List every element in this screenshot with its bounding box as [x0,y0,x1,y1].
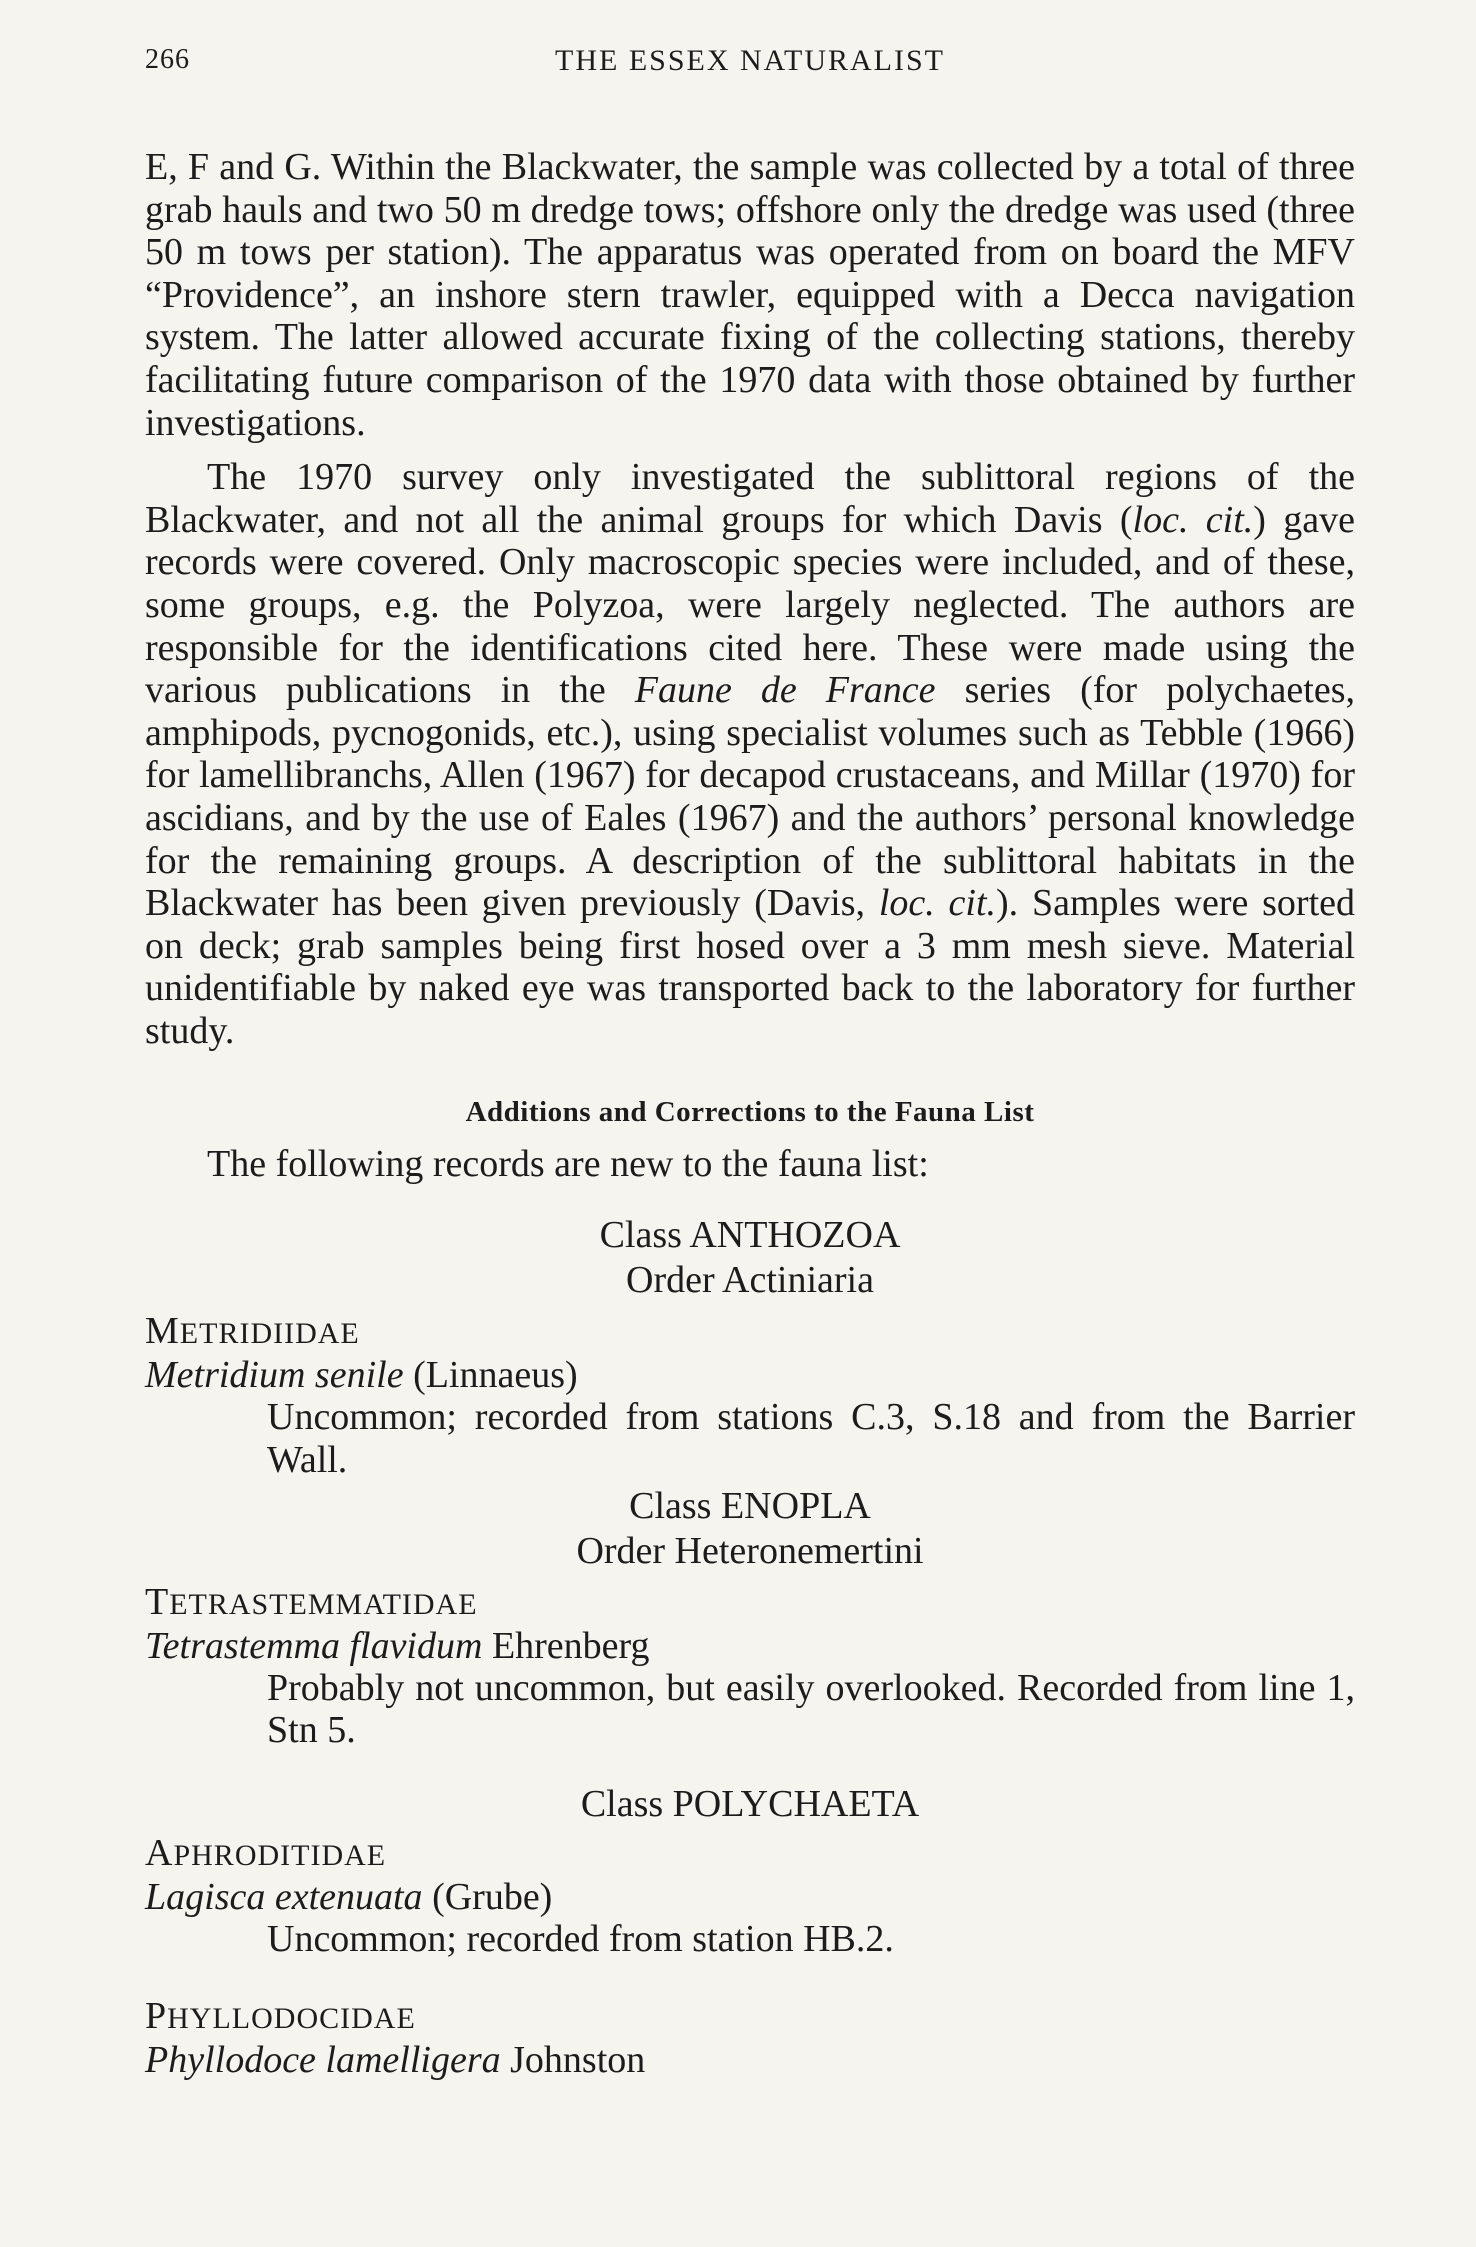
body-paragraph-1: E, F and G. Within the Blackwater, the sample was collected by a total of three grab hauls and two 50 m dredge tows; offshore only the dredge was used (three 50 m tows per station). The apparatus was operated from on board the MFV “Providence”, an inshore stern trawler, equipped with a Decca navigation system. The latter allowed accurate fixing of the collecting stations, thereby facilitating future comparison of the 1970 data with those obtained by further investigations. [145,146,1355,444]
family-initial: A [145,1831,174,1874]
species-authority: (Linnaeus) [403,1354,578,1397]
paragraph-text: ). Samples were sorted on deck; grab samples being first hosed over a 3 mm mesh sieve. Material unidentifiable by naked eye was transported back to the laboratory for further study. [145,882,1356,1052]
family-rest: ETRASTEMMATIDAE [169,1587,478,1621]
species-entry [145,1876,1355,1918]
paragraph-text: ) gave records were covered. Only macroscopic species were included, and of these, some groups, e.g. the Polyzoa, were largely neglected. The authors are responsible for the identifications cited here. These were made using the various publications in the [145,498,1356,712]
species-name: Phyllodoce lamelligera [145,2039,501,2082]
species-note: Uncommon; recorded from station HB.2. [267,1917,894,1960]
species-note: Probably not uncommon, but easily overlooked. Recorded from line 1, Stn 5. [267,1666,1355,1752]
paragraph-text: The 1970 survey only investigated the sublittoral regions of the Blackwater, and not all the animal groups for which Davis ( [145,456,1355,541]
class-heading: Class ENOPLA [629,1484,871,1527]
paragraph-text: series (for polychaetes, amphipods, pycnogonids, etc.), using specialist volumes such as Tebble (1966) for lamellibranchs, Allen (1967) for decapod crustaceans, and Millar (1970) for ascidians, and by the use of Eales (1967) and the authors’ personal knowledge for the remaining groups. A description of the sublittoral habitats in the Blackwater has been given previously (Davis, [145,669,1355,925]
species-name: Tetrastemma flavidum [145,1624,483,1667]
species-entry [145,2039,1355,2081]
species-name: Metridium senile [145,1354,404,1397]
series-title-italic: Faune de France [634,669,936,712]
family-heading [145,1311,1355,1354]
species-entry [145,1625,1355,1667]
species-entry [145,1354,1355,1396]
species-authority: Ehrenberg [482,1624,650,1667]
species-name: Lagisca extenuata [145,1875,423,1918]
running-header [145,30,1355,90]
family-rest: PHRODITIDAE [173,1838,387,1872]
order-heading: Order Actiniaria [626,1259,874,1302]
species-authority: Johnston [500,2039,646,2082]
journal-page [145,30,1355,2081]
family-heading [145,1996,1355,2039]
species-note: Uncommon; recorded from stations C.3, S.18 and from the Barrier Wall. [267,1396,1355,1482]
family-initial: M [145,1310,180,1353]
family-heading [145,1582,1355,1625]
section-heading: Additions and Corrections to the Fauna List [465,1096,1035,1129]
class-heading: Class POLYCHAETA [580,1782,920,1825]
citation-italic: loc. cit. [878,882,997,925]
body-paragraph-2 [145,456,1355,1052]
family-initial: T [145,1580,170,1623]
family-rest: ETRIDIIDAE [179,1317,360,1351]
family-initial: P [145,1995,168,2038]
family-heading [145,1833,1355,1876]
class-heading: Class ANTHOZOA [599,1214,901,1257]
species-authority: (Grube) [422,1875,553,1918]
section-lead: The following records are new to the fauna list: [207,1143,929,1186]
journal-title: THE ESSEX NATURALIST [555,44,945,77]
page-number: 266 [145,44,190,75]
family-rest: HYLLODOCIDAE [167,2002,416,2036]
order-heading: Order Heteronemertini [576,1529,924,1572]
citation-italic: loc. cit. [1132,498,1254,541]
